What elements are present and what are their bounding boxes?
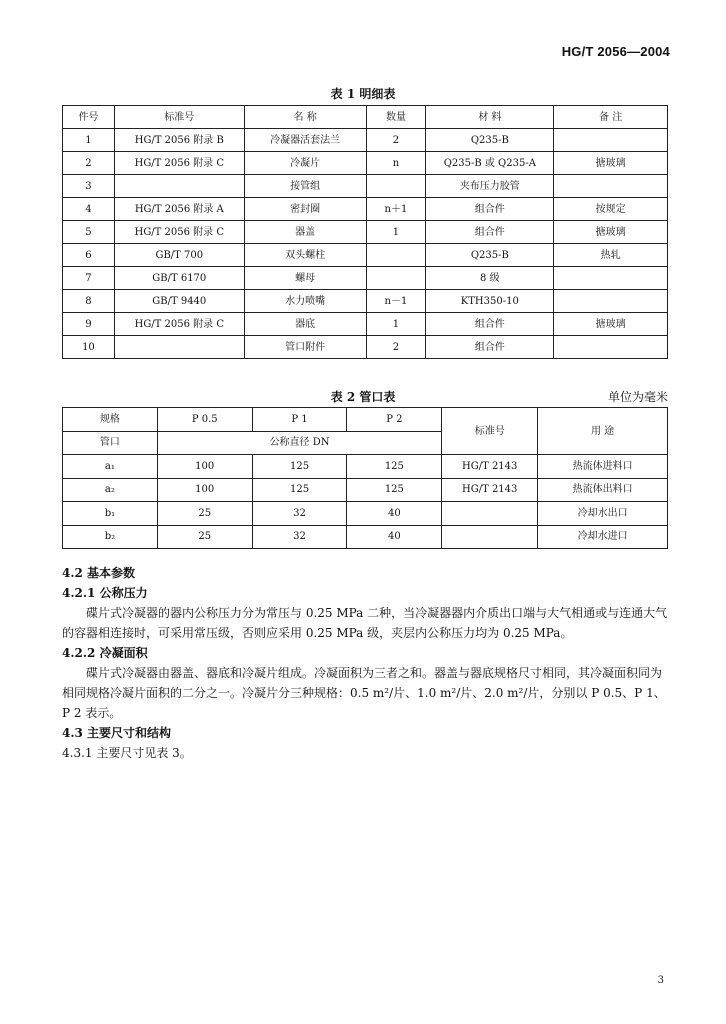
cell-standard-no: HG/T 2143 (442, 478, 538, 502)
table-row (63, 129, 668, 152)
table-row (63, 152, 668, 175)
cell-quantity: 1 (366, 313, 426, 336)
cell-part-no: 10 (63, 336, 115, 359)
table-row (63, 478, 668, 502)
cell-dn-p2: 40 (347, 525, 442, 549)
cell-standard-no: GB/T 6170 (114, 267, 244, 290)
cell-standard-no (114, 336, 244, 359)
table-row (63, 290, 668, 313)
header-remarks: 备 注 (554, 106, 668, 129)
table-row (63, 502, 668, 526)
table-row (63, 175, 668, 198)
cell-quantity: n＋1 (366, 198, 426, 221)
cell-material: 8 级 (426, 267, 554, 290)
header-spec-p1: P 1 (252, 408, 347, 432)
header-standard-no: 标准号 (442, 408, 538, 455)
paragraph-4-2-2: 碟片式冷凝器由器盖、器底和冷凝片组成。冷凝面积为三者之和。器盖与器底规格尺寸相同，其冷凝面积同为相同规格冷凝片面积的二分之一。冷凝片分三种规格：0.5 m²/片、1.0 m²/片、2.0 m²/片，分别以 P 0.5、P 1、P 2 表示。 (62, 666, 666, 720)
cell-material: 组合件 (426, 221, 554, 244)
cell-part-no: 4 (63, 198, 115, 221)
cell-port: a₂ (63, 478, 158, 502)
cell-standard-no: HG/T 2056 附录 A (114, 198, 244, 221)
cell-remarks: 热轧 (554, 244, 668, 267)
cell-standard-no (442, 525, 538, 549)
heading-4-2-1: 4.2.1 公称压力 (62, 586, 148, 600)
cell-use: 热流体出料口 (538, 478, 668, 502)
cell-name: 器底 (244, 313, 366, 336)
cell-material: 组合件 (426, 198, 554, 221)
heading-4-3: 4.3 主要尺寸和结构 (62, 726, 172, 740)
cell-quantity: n (366, 152, 426, 175)
cell-use: 冷却水出口 (538, 502, 668, 526)
table1-body (63, 129, 668, 359)
cell-material: Q235-B 或 Q235-A (426, 152, 554, 175)
cell-name: 冷凝片 (244, 152, 366, 175)
header-spec-p2: P 2 (347, 408, 442, 432)
table-row (63, 313, 668, 336)
cell-remarks: 搪玻璃 (554, 221, 668, 244)
cell-dn-p2: 125 (347, 478, 442, 502)
cell-port: a₁ (63, 455, 158, 479)
cell-use: 冷却水进口 (538, 525, 668, 549)
cell-name: 器盖 (244, 221, 366, 244)
header-name: 名 称 (244, 106, 366, 129)
header-port: 管口 (63, 431, 158, 455)
cell-dn-p2: 125 (347, 455, 442, 479)
paragraph-4-2-1: 碟片式冷凝器的器内公称压力分为常压与 0.25 MPa 二种，当冷凝器器内介质出口端与大气相通或与连通大气的容器相连接时，可采用常压级，否则应采用 0.25 MPa 级，夹层内公称压力均为 0.25 MPa。 (62, 606, 668, 640)
cell-remarks: 按规定 (554, 198, 668, 221)
header-material: 材 料 (426, 106, 554, 129)
cell-material: KTH350-10 (426, 290, 554, 313)
standard-code-header: HG/T 2056—2004 (561, 44, 670, 59)
cell-material: 夹布压力胶管 (426, 175, 554, 198)
cell-part-no: 8 (63, 290, 115, 313)
cell-remarks (554, 336, 668, 359)
cell-name: 双头螺柱 (244, 244, 366, 267)
cell-material: 组合件 (426, 313, 554, 336)
table2-unit-note: 单位为毫米 (607, 390, 668, 404)
cell-part-no: 6 (63, 244, 115, 267)
cell-remarks (554, 175, 668, 198)
cell-dn-p05: 25 (157, 502, 252, 526)
cell-part-no: 1 (63, 129, 115, 152)
header-use: 用 途 (538, 408, 668, 455)
cell-quantity (366, 244, 426, 267)
parts-list-table (62, 105, 668, 359)
header-spec: 规格 (63, 408, 158, 432)
cell-quantity (366, 267, 426, 290)
page-number: 3 (657, 975, 664, 986)
table2-caption: 表 2 管口表 (330, 390, 396, 404)
cell-name: 水力喷嘴 (244, 290, 366, 313)
cell-name: 管口附件 (244, 336, 366, 359)
cell-quantity: 1 (366, 221, 426, 244)
cell-standard-no: HG/T 2056 附录 C (114, 152, 244, 175)
table-header-row (63, 106, 668, 129)
header-part-no: 件号 (63, 106, 115, 129)
header-standard-no: 标准号 (114, 106, 244, 129)
table-row (63, 198, 668, 221)
table-row (63, 267, 668, 290)
table-row (63, 336, 668, 359)
cell-quantity: n－1 (366, 290, 426, 313)
cell-standard-no: GB/T 9440 (114, 290, 244, 313)
cell-dn-p05: 100 (157, 455, 252, 479)
cell-dn-p1: 32 (252, 525, 347, 549)
cell-dn-p1: 125 (252, 478, 347, 502)
cell-remarks (554, 129, 668, 152)
cell-standard-no: HG/T 2056 附录 C (114, 221, 244, 244)
cell-dn-p05: 25 (157, 525, 252, 549)
cell-remarks: 搪玻璃 (554, 313, 668, 336)
cell-name: 接管组 (244, 175, 366, 198)
table-row (63, 244, 668, 267)
cell-dn-p1: 125 (252, 455, 347, 479)
cell-remarks: 搪玻璃 (554, 152, 668, 175)
section-4-2 (62, 563, 668, 763)
cell-dn-p05: 100 (157, 478, 252, 502)
cell-standard-no: HG/T 2056 附录 C (114, 313, 244, 336)
cell-name: 冷凝器活套法兰 (244, 129, 366, 152)
table-row (63, 525, 668, 549)
header-nominal-diameter: 公称直径 DN (157, 431, 441, 455)
cell-standard-no: GB/T 700 (114, 244, 244, 267)
cell-material: Q235-B (426, 129, 554, 152)
cell-port: b₂ (63, 525, 158, 549)
heading-4-2-2: 4.2.2 冷凝面积 (62, 646, 148, 660)
cell-quantity: 2 (366, 129, 426, 152)
cell-part-no: 5 (63, 221, 115, 244)
nozzle-table (62, 407, 668, 549)
cell-standard-no (114, 175, 244, 198)
cell-material: Q235-B (426, 244, 554, 267)
cell-name: 密封圈 (244, 198, 366, 221)
cell-material: 组合件 (426, 336, 554, 359)
header-quantity: 数量 (366, 106, 426, 129)
cell-dn-p1: 32 (252, 502, 347, 526)
cell-dn-p2: 40 (347, 502, 442, 526)
cell-remarks (554, 267, 668, 290)
paragraph-4-3-1: 4.3.1 主要尺寸见表 3。 (62, 746, 192, 760)
cell-part-no: 2 (63, 152, 115, 175)
table-row (63, 221, 668, 244)
table1-caption: 表 1 明细表 (330, 87, 396, 101)
cell-part-no: 7 (63, 267, 115, 290)
cell-name: 螺母 (244, 267, 366, 290)
cell-standard-no: HG/T 2056 附录 B (114, 129, 244, 152)
table2-body (63, 408, 668, 549)
cell-quantity: 2 (366, 336, 426, 359)
cell-standard-no (442, 502, 538, 526)
table-row (63, 455, 668, 479)
cell-remarks (554, 290, 668, 313)
heading-4-2: 4.2 基本参数 (62, 566, 136, 580)
cell-standard-no: HG/T 2143 (442, 455, 538, 479)
cell-use: 热流体进料口 (538, 455, 668, 479)
cell-part-no: 9 (63, 313, 115, 336)
header-spec-p05: P 0.5 (157, 408, 252, 432)
table-header-row (63, 408, 668, 432)
cell-quantity (366, 175, 426, 198)
cell-part-no: 3 (63, 175, 115, 198)
cell-port: b₁ (63, 502, 158, 526)
